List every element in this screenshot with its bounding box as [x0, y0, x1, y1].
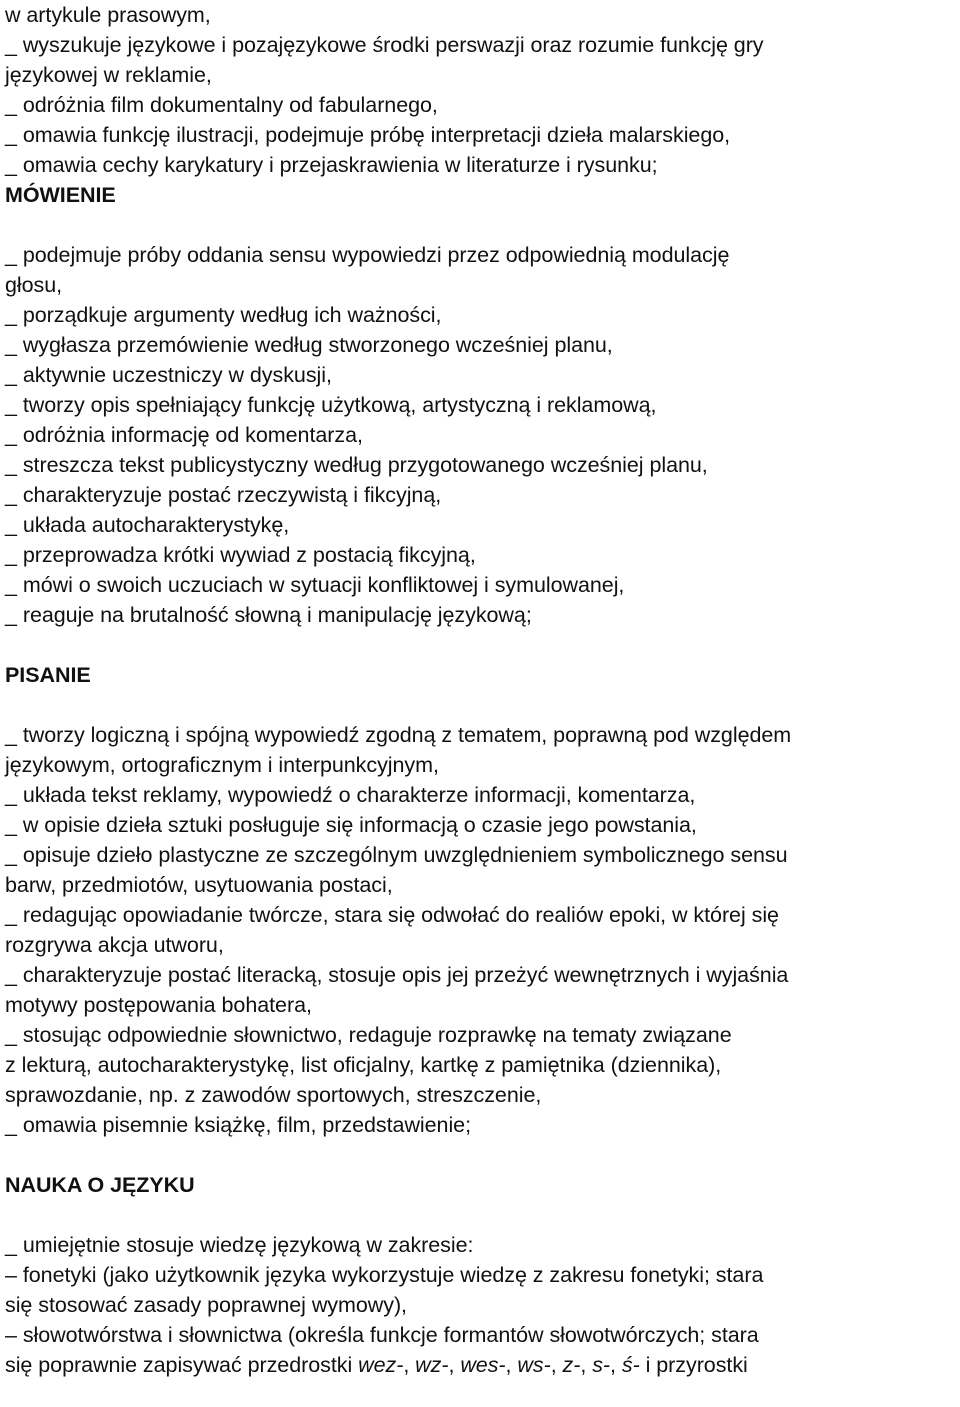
- text-line: głosu,: [5, 273, 63, 297]
- list-item: _ tworzy opis spełniający funkcję użytkową, artystyczną i reklamową,: [5, 393, 657, 417]
- separator: ,: [610, 1353, 622, 1377]
- text-run: i przyrostki: [639, 1353, 748, 1377]
- text-line: z lekturą, autocharakterystykę, list oficjalny, kartkę z pamiętnika (dziennika),: [5, 1053, 722, 1077]
- separator: ,: [403, 1353, 416, 1377]
- text-line: w artykule prasowym,: [5, 3, 211, 27]
- list-item: _ odróżnia film dokumentalny od fabularnego,: [5, 93, 438, 117]
- spacer: [5, 1140, 960, 1170]
- list-item: _ układa tekst reklamy, wypowiedź o charakterze informacji, komentarza,: [5, 783, 696, 807]
- text-run: się poprawnie zapisywać przedrostki: [5, 1353, 359, 1377]
- spacer: [5, 690, 960, 720]
- prefix-example: wes-: [460, 1353, 506, 1377]
- list-item: _ w opisie dzieła sztuki posługuje się informacją o czasie jego powstania,: [5, 813, 697, 837]
- list-item: _ przeprowadza krótki wywiad z postacią fikcyjną,: [5, 543, 476, 567]
- list-item: _ wyszukuje językowe i pozajęzykowe środki perswazji oraz rozumie funkcję gry: [5, 33, 764, 57]
- text-line: językowej w reklamie,: [5, 63, 212, 87]
- list-item: _ charakteryzuje postać rzeczywistą i fikcyjną,: [5, 483, 442, 507]
- spacer: [5, 630, 960, 660]
- prefix-example: z-: [562, 1353, 581, 1377]
- sub-list-item: – słowotwórstwa i słownictwa (określa funkcje formantów słowotwórczych; stara: [5, 1323, 759, 1347]
- text-line: sprawozdanie, np. z zawodów sportowych, streszczenie,: [5, 1083, 542, 1107]
- list-item: _ odróżnia informację od komentarza,: [5, 423, 363, 447]
- list-item: _ charakteryzuje postać literacką, stosuje opis jej przeżyć wewnętrznych i wyjaśnia: [5, 963, 789, 987]
- list-item: _ streszcza tekst publicystyczny według przygotowanego wcześniej planu,: [5, 453, 708, 477]
- prefix-example: s-: [592, 1353, 611, 1377]
- list-item: _ aktywnie uczestniczy w dyskusji,: [5, 363, 332, 387]
- list-item: _ redagując opowiadanie twórcze, stara się odwołać do realiów epoki, w której się: [5, 903, 779, 927]
- text-line: rozgrywa akcja utworu,: [5, 933, 224, 957]
- list-item: _ stosując odpowiednie słownictwo, redaguje rozprawkę na tematy związane: [5, 1023, 732, 1047]
- separator: ,: [505, 1353, 518, 1377]
- separator: ,: [448, 1353, 461, 1377]
- list-item: _ opisuje dzieło plastyczne ze szczególnym uwzględnieniem symbolicznego sensu: [5, 843, 788, 867]
- list-item: _ omawia cechy karykatury i przejaskrawienia w literaturze i rysunku;: [5, 153, 658, 177]
- list-item: _ omawia funkcję ilustracji, podejmuje próbę interpretacji dzieła malarskiego,: [5, 123, 731, 147]
- spacer: [5, 1200, 960, 1230]
- list-item: _ układa autocharakterystykę,: [5, 513, 290, 537]
- list-item: _ reaguje na brutalność słowną i manipulację językową;: [5, 603, 532, 627]
- text-line: się stosować zasady poprawnej wymowy),: [5, 1293, 407, 1317]
- spacer: [5, 210, 960, 240]
- prefix-example: ś-: [621, 1353, 640, 1377]
- sub-list-item: – fonetyki (jako użytkownik języka wykorzystuje wiedzę z zakresu fonetyki; stara: [5, 1263, 764, 1287]
- list-item: _ mówi o swoich uczuciach w sytuacji konfliktowej i symulowanej,: [5, 573, 625, 597]
- separator: ,: [580, 1353, 593, 1377]
- text-line: barw, przedmiotów, usytuowania postaci,: [5, 873, 393, 897]
- section-heading-pisanie: PISANIE: [5, 663, 91, 687]
- section-heading-nauka-o-jezyku: NAUKA O JĘZYKU: [5, 1173, 195, 1197]
- prefix-example: ws-: [517, 1353, 551, 1377]
- list-item: _ wygłasza przemówienie według stworzonego wcześniej planu,: [5, 333, 613, 357]
- list-item: _ podejmuje próby oddania sensu wypowiedzi przez odpowiednią modulację: [5, 243, 730, 267]
- text-line: językowym, ortograficznym i interpunkcyjnym,: [5, 753, 439, 777]
- prefix-example: wez-: [358, 1353, 404, 1377]
- prefix-example: wz-: [415, 1353, 449, 1377]
- text-line: [5, 1350, 960, 1380]
- list-item: _ tworzy logiczną i spójną wypowiedź zgodną z tematem, poprawną pod względem: [5, 723, 792, 747]
- list-item: _ omawia pisemnie książkę, film, przedstawienie;: [5, 1113, 472, 1137]
- section-heading-mowienie: MÓWIENIE: [5, 183, 116, 207]
- separator: ,: [550, 1353, 563, 1377]
- text-line: motywy postępowania bohatera,: [5, 993, 312, 1017]
- document-page: [5, 0, 960, 1380]
- list-item: _ umiejętnie stosuje wiedzę językową w zakresie:: [5, 1233, 474, 1257]
- list-item: _ porządkuje argumenty według ich ważności,: [5, 303, 442, 327]
